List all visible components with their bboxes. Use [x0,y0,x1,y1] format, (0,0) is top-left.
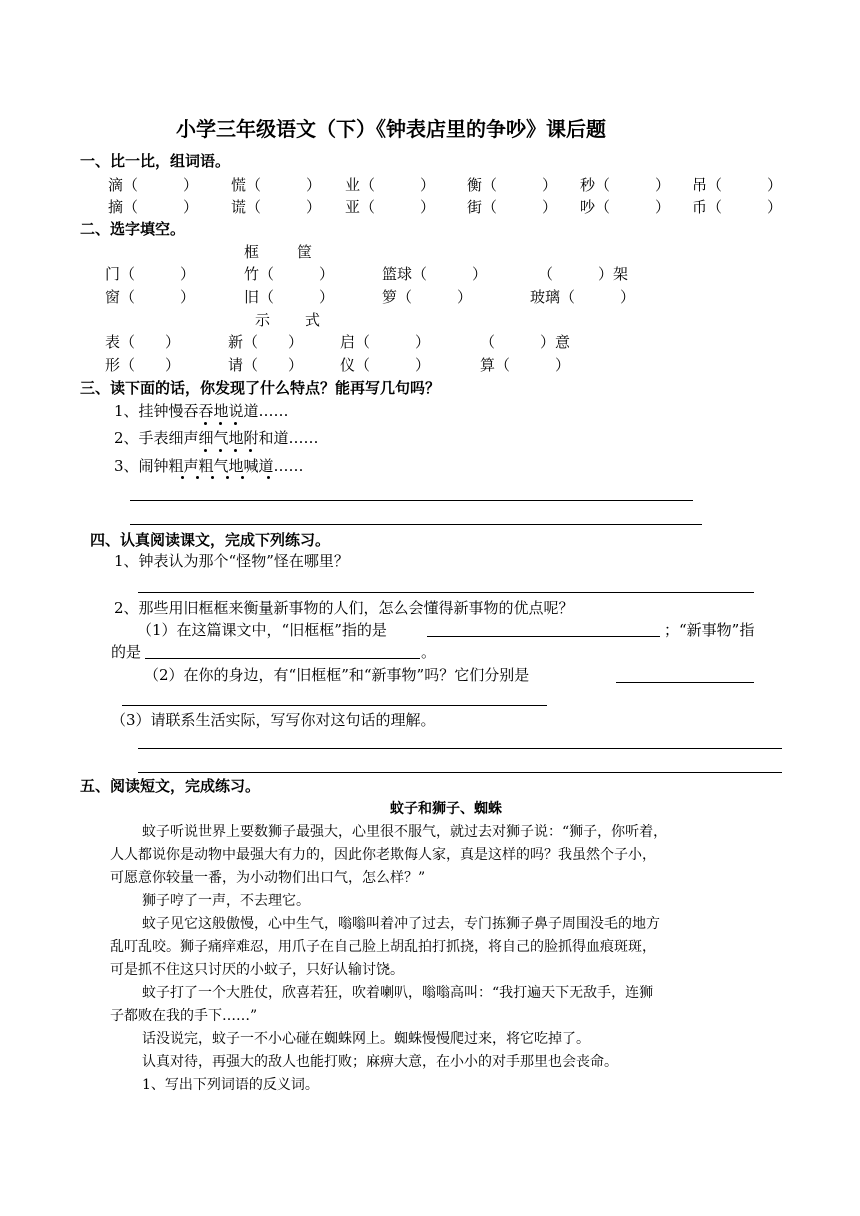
fill-item: 请（ ） [228,356,304,374]
story-line: 可愿意你较量一番，为小动物们出口气，怎么样？” [110,870,426,886]
emphasis-dot [196,476,199,479]
emphasis-dot [204,449,207,452]
fill-item: 门（ ） [105,265,196,283]
question-text: （1）在这篇课文中，“旧框框”指的是 [137,621,387,639]
word-item: 秒（ ） [580,176,671,194]
word-item: 衡（ ） [467,176,558,194]
question-text: 1、钟表认为那个“怪物”怪在哪里？ [114,552,349,570]
story-line: 子都败在我的手下……” [110,1008,258,1024]
fill-item: 旧（ ） [244,288,335,306]
sentence-item: 3、闹钟粗声粗气地喊道…… [114,457,304,475]
fill-item: 表（ ） [105,333,181,351]
story-line: 蚊子见它这般傲慢，心中生气，嗡嗡叫着冲了过去，专门拣狮子鼻子周围没毛的地方 [142,916,660,932]
emphasis-dot [219,449,222,452]
story-line: 蚊子打了一个大胜仗，欣喜若狂，吹着喇叭，嗡嗡高叫：“我打遍天下无敌手，连狮 [142,985,654,1001]
word-item: 亚（ ） [345,198,436,216]
answer-line[interactable] [138,748,782,749]
emphasis-dot [267,476,270,479]
emphasis-dot [234,449,237,452]
choice-char: 框 [244,243,260,261]
word-item: 摘（ ） [108,198,199,216]
fill-item: 篮球（ ） [382,265,488,283]
story-line: 蚊子听说世界上要数狮子最强大，心里很不服气，就过去对狮子说：“狮子，你听着， [142,824,668,840]
question-text: （3）请联系生活实际，写写你对这句话的理解。 [111,711,436,729]
page-title: 小学三年级语文（下）《钟表店里的争吵》课后题 [176,117,606,141]
section-2-heading: 二、选字填空。 [80,220,186,238]
question-text: 2、那些用旧框框来衡量新事物的人们，怎么会懂得新事物的优点呢？ [114,599,574,617]
section-1-heading: 一、比一比，组词语。 [80,152,231,170]
choice-char: 示 [255,311,271,329]
answer-line[interactable] [145,658,420,659]
question-text: 。 [421,643,437,661]
fill-item: （ ）意 [480,333,571,351]
word-item: 街（ ） [467,198,558,216]
word-item: 滴（ ） [108,176,199,194]
section-4-heading: 四、认真阅读课文，完成下列练习。 [90,531,331,549]
fill-item: 仪（ ） [340,356,431,374]
choice-char: 式 [305,311,321,329]
fill-item: 竹（ ） [244,265,335,283]
answer-line[interactable] [616,682,754,683]
answer-line[interactable] [122,705,547,706]
story-line: 话没说完，蚊子一不小心碰在蜘蛛网上。蜘蛛慢慢爬过来，将它吃掉了。 [142,1031,590,1047]
story-line: 认真对待，再强大的敌人也能打败；麻痹大意，在小小的对手那里也会丧命。 [142,1054,618,1070]
answer-line[interactable] [130,524,702,525]
fill-item: 启（ ） [340,333,431,351]
emphasis-dot [204,422,207,425]
section-5-heading: 五、阅读短文，完成练习。 [80,777,261,795]
story-line: 狮子哼了一声，不去理它。 [142,893,310,909]
word-item: 业（ ） [345,176,436,194]
answer-line[interactable] [138,772,782,773]
fill-item: 玻璃（ ） [530,288,636,306]
word-item: 吊（ ） [692,176,783,194]
answer-line[interactable] [427,636,660,637]
answer-line[interactable] [130,500,693,501]
sentence-item: 1、挂钟慢吞吞地说道…… [114,402,289,420]
emphasis-dot [211,476,214,479]
choice-char: 筐 [297,243,313,261]
emphasis-dot [226,476,229,479]
fill-item: 形（ ） [105,356,181,374]
question-text: ；“新事物”指 [664,621,755,639]
emphasis-dot [234,422,237,425]
story-line: 人人都说你是动物中最强大有力的，因此你老欺侮人家，真是这样的吗？我虽然个子小， [110,847,656,863]
story-line: 可是抓不住这只讨厌的小蚊子，只好认输讨饶。 [110,962,404,978]
question-text: 的是 [111,643,142,661]
word-item: 吵（ ） [580,198,671,216]
story-title: 蚊子和狮子、蜘蛛 [390,801,502,817]
word-item: 谎（ ） [231,198,322,216]
word-item: 慌（ ） [231,176,322,194]
answer-line[interactable] [138,592,754,593]
fill-item: 新（ ） [228,333,304,351]
section-3-heading: 三、读下面的话，你发现了什么特点？能再写几句吗？ [80,379,441,397]
word-item: 币（ ） [692,198,783,216]
emphasis-dot [249,449,252,452]
fill-item: （ ）架 [538,265,629,283]
emphasis-dot [181,476,184,479]
emphasis-dot [241,476,244,479]
fill-item: 算（ ） [480,356,571,374]
sentence-item: 2、手表细声细气地附和道…… [114,429,319,447]
fill-item: 箩（ ） [382,288,473,306]
emphasis-dot [219,422,222,425]
fill-item: 窗（ ） [105,288,196,306]
question-text: 1、写出下列词语的反义词。 [142,1077,319,1093]
question-text: （2）在你的身边，有“旧框框”和“新事物”吗？它们分别是 [144,666,530,684]
story-line: 乱叮乱咬。狮子痛痒难忍，用爪子在自己脸上胡乱拍打抓挠，将自己的脸抓得血痕斑斑， [110,939,656,955]
